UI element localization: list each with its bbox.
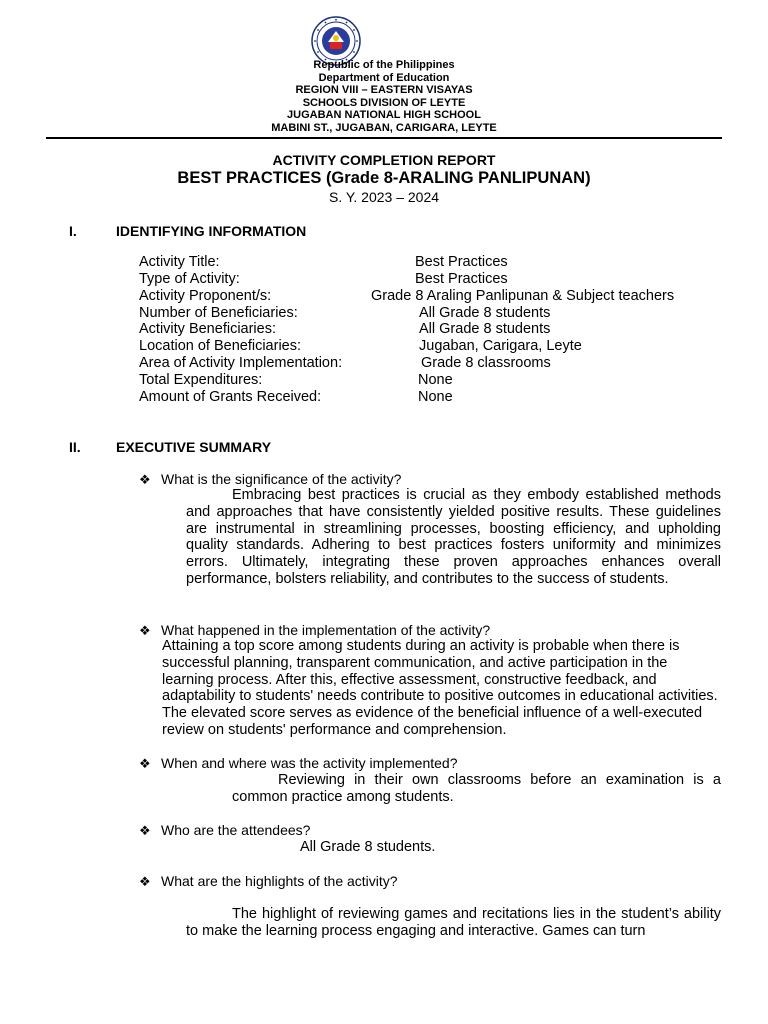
info-label-location: Location of Beneficiaries: [139, 338, 302, 354]
info-value-number-beneficiaries: All Grade 8 students [419, 305, 551, 321]
info-value-proponents: Grade 8 Araling Panlipunan & Subject teachers [371, 288, 675, 304]
info-label-beneficiaries: Activity Beneficiaries: [139, 321, 276, 337]
info-label-grants: Amount of Grants Received: [139, 389, 322, 405]
info-value-location: Jugaban, Carigara, Leyte [419, 338, 582, 354]
question-attendees [139, 822, 310, 839]
header-line-school: JUGABAN NATIONAL HIGH SCHOOL [287, 109, 481, 121]
info-label-area: Area of Activity Implementation: [139, 355, 343, 371]
header-line-republic: Republic of the Philippines [313, 59, 455, 71]
question-text: When and where was the activity implemented? [161, 755, 458, 771]
info-value-beneficiaries: All Grade 8 students [419, 321, 551, 337]
diamond-bullet-icon: ❖ [139, 823, 151, 838]
info-label-number-beneficiaries: Number of Beneficiaries: [139, 305, 298, 321]
answer-attendees: All Grade 8 students. [300, 839, 436, 855]
info-value-expenditures: None [418, 372, 453, 388]
question-text: Who are the attendees? [161, 822, 311, 838]
diamond-bullet-icon: ❖ [139, 874, 151, 889]
question-text: What are the highlights of the activity? [161, 873, 398, 889]
answer-implementation: Attaining a top score among students during an activity is probable when there is successful planning, transparent communication, and active participation in the learning process. After this, effective assessment, constructive feedback, and adaptability to students' needs contribute to positive outcomes in educational activities. The elevated score serves as evidence of the beneficial influence of a well-executed review on students' performance and comprehension. [162, 638, 718, 738]
section-1-title: IDENTIFYING INFORMATION [116, 223, 307, 239]
header-line-department: Department of Education [318, 72, 450, 84]
question-when-where [139, 755, 457, 772]
info-label-activity-title: Activity Title: [139, 254, 220, 270]
answer-significance: Embracing best practices is crucial as they embody established methods and approaches that have consistently yielded positive results. These guidelines are instrumental in streamlining processes, boosting efficiency, and upholding quality standards. Adhering to best practices fosters uniformity and minimizes errors. Ultimately, integrating these proven approaches enhances overall performance, bolsters reliability, and contributes to the success of students. [186, 487, 721, 587]
header-line-division: SCHOOLS DIVISION OF LEYTE [302, 97, 466, 109]
report-main-title: BEST PRACTICES (Grade 8-ARALING PANLIPUNAN) [177, 169, 591, 187]
school-year: S. Y. 2023 – 2024 [328, 189, 440, 205]
question-text: What is the significance of the activity? [161, 471, 402, 487]
info-label-expenditures: Total Expenditures: [139, 372, 263, 388]
info-value-area: Grade 8 classrooms [421, 355, 551, 371]
section-1-number: I. [69, 223, 77, 239]
info-value-activity-title: Best Practices [415, 254, 508, 270]
answer-when-where: Reviewing in their own classrooms before an examination is a common practice among students. [232, 772, 721, 805]
question-implementation [139, 622, 490, 639]
header-divider [46, 137, 722, 139]
question-text: What happened in the implementation of the activity? [161, 622, 491, 638]
section-2-title: EXECUTIVE SUMMARY [116, 439, 272, 455]
question-significance [139, 471, 401, 488]
header-line-region: REGION VIII – EASTERN VISAYAS [295, 84, 473, 96]
header-line-address: MABINI ST., JUGABAN, CARIGARA, LEYTE [271, 122, 497, 134]
report-type-title: ACTIVITY COMPLETION REPORT [272, 152, 496, 168]
info-value-grants: None [418, 389, 453, 405]
question-highlights [139, 873, 398, 890]
diamond-bullet-icon: ❖ [139, 756, 151, 771]
diamond-bullet-icon: ❖ [139, 623, 151, 638]
info-label-type: Type of Activity: [139, 271, 240, 287]
answer-highlights: The highlight of reviewing games and recitations lies in the student’s ability to make the learning process engaging and interactive. Games can turn [186, 906, 721, 939]
diamond-bullet-icon: ❖ [139, 472, 151, 487]
section-2-number: II. [69, 439, 81, 455]
info-label-proponents: Activity Proponent/s: [139, 288, 272, 304]
info-value-type: Best Practices [415, 271, 508, 287]
